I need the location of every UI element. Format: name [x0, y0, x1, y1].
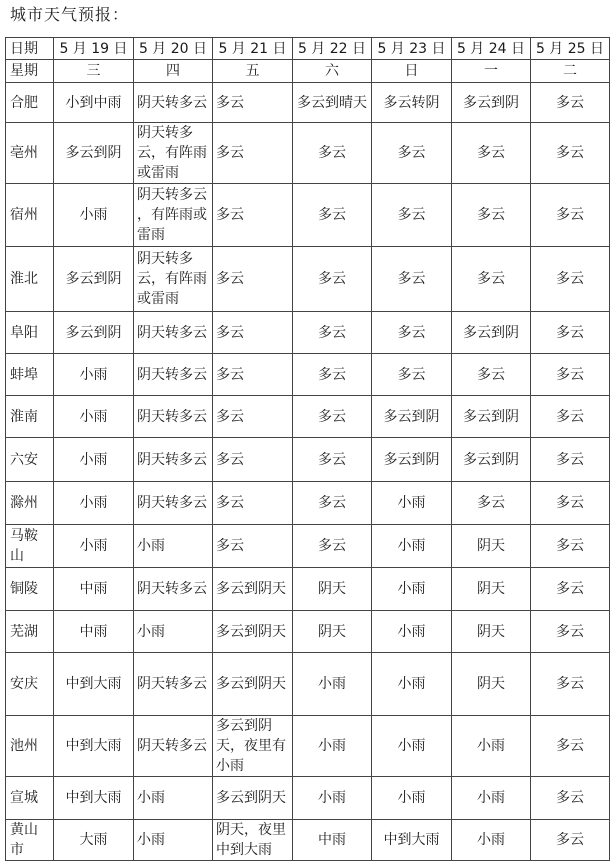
- forecast-cell: 多云: [213, 396, 293, 438]
- forecast-cell: 中雨: [293, 820, 372, 861]
- forecast-cell: 多云: [531, 820, 610, 861]
- forecast-cell: 小雨: [452, 716, 531, 777]
- forecast-cell: 多云到阴天: [213, 568, 293, 611]
- forecast-cell: 小雨: [372, 525, 452, 568]
- forecast-cell: 小雨: [372, 611, 452, 653]
- forecast-cell: 多云: [293, 123, 372, 184]
- weekday-header-row: [6, 60, 610, 83]
- forecast-cell: 小雨: [54, 438, 134, 482]
- forecast-cell: 多云到阴: [372, 438, 452, 482]
- forecast-cell: 多云到阴天，夜里有小雨: [213, 716, 293, 777]
- forecast-cell: 多云到阴天: [213, 611, 293, 653]
- city-name-cell: 滁州: [6, 482, 54, 525]
- city-name-cell: 阜阳: [6, 312, 54, 354]
- forecast-cell: 多云: [213, 184, 293, 247]
- forecast-cell: 多云: [213, 83, 293, 123]
- forecast-cell: 多云: [372, 312, 452, 354]
- date-header-label: 日期: [6, 38, 54, 60]
- city-name-cell: 马鞍山: [6, 525, 54, 568]
- city-name-cell: 六安: [6, 438, 54, 482]
- table-row: [6, 568, 610, 611]
- forecast-cell: 小雨: [372, 568, 452, 611]
- forecast-cell: 多云: [531, 247, 610, 312]
- forecast-cell: 小雨: [134, 777, 213, 820]
- weekday-cell: 三: [54, 60, 134, 83]
- table-row: [6, 396, 610, 438]
- forecast-cell: 中到大雨: [372, 820, 452, 861]
- forecast-cell: 小雨: [372, 777, 452, 820]
- table-row: [6, 83, 610, 123]
- forecast-cell: 多云: [531, 716, 610, 777]
- date-header-row: [6, 38, 610, 60]
- forecast-cell: 小雨: [293, 777, 372, 820]
- forecast-cell: 多云: [213, 354, 293, 396]
- date-cell: 5 月 23 日: [372, 38, 452, 60]
- forecast-cell: 阴天转多云: [134, 568, 213, 611]
- table-row: [6, 820, 610, 861]
- forecast-cell: 多云: [452, 482, 531, 525]
- date-cell: 5 月 20 日: [134, 38, 213, 60]
- forecast-cell: 小雨: [54, 396, 134, 438]
- date-cell: 5 月 19 日: [54, 38, 134, 60]
- table-row: [6, 777, 610, 820]
- weekday-header-label: 星期: [6, 60, 54, 83]
- forecast-cell: 阴天: [452, 611, 531, 653]
- table-row: [6, 525, 610, 568]
- forecast-cell: 中到大雨: [54, 716, 134, 777]
- forecast-cell: 阴天，夜里中到大雨: [213, 820, 293, 861]
- forecast-cell: 多云: [213, 312, 293, 354]
- forecast-cell: 小雨: [54, 184, 134, 247]
- forecast-cell: 小雨: [372, 716, 452, 777]
- forecast-cell: 中到大雨: [54, 653, 134, 716]
- forecast-cell: 多云: [293, 312, 372, 354]
- city-name-cell: 铜陵: [6, 568, 54, 611]
- forecast-cell: 小雨: [372, 653, 452, 716]
- forecast-cell: 小雨: [54, 525, 134, 568]
- forecast-cell: 多云: [531, 611, 610, 653]
- forecast-cell: 阴天转多云: [134, 83, 213, 123]
- city-name-cell: 蚌埠: [6, 354, 54, 396]
- forecast-cell: 小雨: [54, 482, 134, 525]
- forecast-cell: 多云: [293, 247, 372, 312]
- table-row: [6, 482, 610, 525]
- forecast-cell: 多云到阴: [452, 438, 531, 482]
- forecast-cell: 多云: [531, 482, 610, 525]
- forecast-cell: 阴天: [452, 568, 531, 611]
- forecast-cell: 多云: [213, 438, 293, 482]
- forecast-cell: 小雨: [54, 354, 134, 396]
- forecast-cell: 多云: [531, 568, 610, 611]
- city-name-cell: 淮南: [6, 396, 54, 438]
- forecast-cell: 多云: [372, 123, 452, 184]
- page-title: 城市天气预报：: [10, 5, 130, 24]
- forecast-cell: 多云: [213, 247, 293, 312]
- forecast-cell: 多云: [531, 653, 610, 716]
- table-row: [6, 438, 610, 482]
- forecast-cell: 阴天: [452, 653, 531, 716]
- forecast-cell: 多云到阴: [54, 123, 134, 184]
- weekday-cell: 一: [452, 60, 531, 83]
- forecast-cell: 多云: [531, 777, 610, 820]
- forecast-cell: 阴天: [293, 611, 372, 653]
- forecast-cell: 阴天转多云，有阵雨或雷雨: [134, 247, 213, 312]
- city-name-cell: 合肥: [6, 83, 54, 123]
- forecast-cell: 多云: [293, 438, 372, 482]
- forecast-cell: 多云: [372, 354, 452, 396]
- forecast-cell: 多云: [531, 525, 610, 568]
- forecast-cell: 多云: [531, 312, 610, 354]
- forecast-cell: 多云: [531, 354, 610, 396]
- weekday-cell: 四: [134, 60, 213, 83]
- forecast-cell: 小雨: [134, 820, 213, 861]
- forecast-cell: 多云: [452, 184, 531, 247]
- forecast-cell: 多云: [372, 184, 452, 247]
- city-name-cell: 淮北: [6, 247, 54, 312]
- forecast-cell: 多云: [293, 354, 372, 396]
- date-cell: 5 月 22 日: [293, 38, 372, 60]
- forecast-cell: 中雨: [54, 611, 134, 653]
- forecast-cell: 多云到阴: [452, 396, 531, 438]
- forecast-cell: 多云到晴天: [293, 83, 372, 123]
- weekday-cell: 日: [372, 60, 452, 83]
- forecast-cell: 多云: [372, 247, 452, 312]
- city-name-cell: 池州: [6, 716, 54, 777]
- forecast-cell: 多云: [531, 123, 610, 184]
- table-row: [6, 312, 610, 354]
- forecast-cell: 多云: [452, 247, 531, 312]
- forecast-cell: 多云: [531, 184, 610, 247]
- forecast-cell: 小雨: [293, 653, 372, 716]
- date-cell: 5 月 24 日: [452, 38, 531, 60]
- forecast-cell: 小雨: [293, 716, 372, 777]
- forecast-cell: 阴天转多云: [134, 396, 213, 438]
- forecast-cell: 大雨: [54, 820, 134, 861]
- date-cell: 5 月 21 日: [213, 38, 293, 60]
- forecast-table: [5, 37, 610, 861]
- forecast-cell: 多云: [293, 184, 372, 247]
- table-row: [6, 354, 610, 396]
- weekday-cell: 六: [293, 60, 372, 83]
- forecast-cell: 阴天转多云: [134, 653, 213, 716]
- forecast-cell: 多云到阴: [54, 312, 134, 354]
- forecast-cell: 小雨: [452, 777, 531, 820]
- forecast-cell: 中到大雨: [54, 777, 134, 820]
- forecast-cell: 小雨: [372, 482, 452, 525]
- forecast-cell: 阴天转多云: [134, 354, 213, 396]
- forecast-cell: 多云: [452, 354, 531, 396]
- forecast-cell: 多云: [452, 123, 531, 184]
- forecast-cell: 小雨: [134, 611, 213, 653]
- forecast-cell: 阴天转多云，有阵雨或雷雨: [134, 123, 213, 184]
- forecast-cell: 阴天: [452, 525, 531, 568]
- forecast-cell: 阴天转多云: [134, 438, 213, 482]
- forecast-cell: 多云: [293, 396, 372, 438]
- table-row: [6, 123, 610, 184]
- forecast-cell: 多云: [531, 83, 610, 123]
- forecast-cell: 阴天: [293, 568, 372, 611]
- weekday-cell: 二: [531, 60, 610, 83]
- city-name-cell: 宣城: [6, 777, 54, 820]
- table-row: [6, 247, 610, 312]
- forecast-cell: 多云到阴天: [213, 777, 293, 820]
- forecast-cell: 阴天转多云: [134, 482, 213, 525]
- forecast-cell: 多云到阴: [452, 312, 531, 354]
- forecast-cell: 小雨: [452, 820, 531, 861]
- forecast-cell: 阴天转多云 ，有阵雨或雷雨: [134, 184, 213, 247]
- forecast-cell: 多云到阴天: [213, 653, 293, 716]
- table-row: [6, 653, 610, 716]
- forecast-cell: 多云: [293, 482, 372, 525]
- forecast-cell: 阴天转多云: [134, 716, 213, 777]
- forecast-cell: 多云: [531, 438, 610, 482]
- forecast-cell: 多云转阴: [372, 83, 452, 123]
- forecast-cell: 中雨: [54, 568, 134, 611]
- city-name-cell: 黄山市: [6, 820, 54, 861]
- forecast-cell: 阴天转多云: [134, 312, 213, 354]
- city-name-cell: 安庆: [6, 653, 54, 716]
- forecast-cell: 多云: [293, 525, 372, 568]
- forecast-cell: 多云: [213, 525, 293, 568]
- date-cell: 5 月 25 日: [531, 38, 610, 60]
- table-row: [6, 184, 610, 247]
- city-name-cell: 芜湖: [6, 611, 54, 653]
- forecast-cell: 小雨: [134, 525, 213, 568]
- table-row: [6, 611, 610, 653]
- city-name-cell: 宿州: [6, 184, 54, 247]
- forecast-cell: 多云: [531, 396, 610, 438]
- forecast-cell: 多云到阴: [372, 396, 452, 438]
- forecast-cell: 小到中雨: [54, 83, 134, 123]
- table-row: [6, 716, 610, 777]
- weekday-cell: 五: [213, 60, 293, 83]
- forecast-cell: 多云到阴: [452, 83, 531, 123]
- city-name-cell: 亳州: [6, 123, 54, 184]
- forecast-cell: 多云: [213, 482, 293, 525]
- forecast-cell: 多云到阴: [54, 247, 134, 312]
- forecast-cell: 多云: [213, 123, 293, 184]
